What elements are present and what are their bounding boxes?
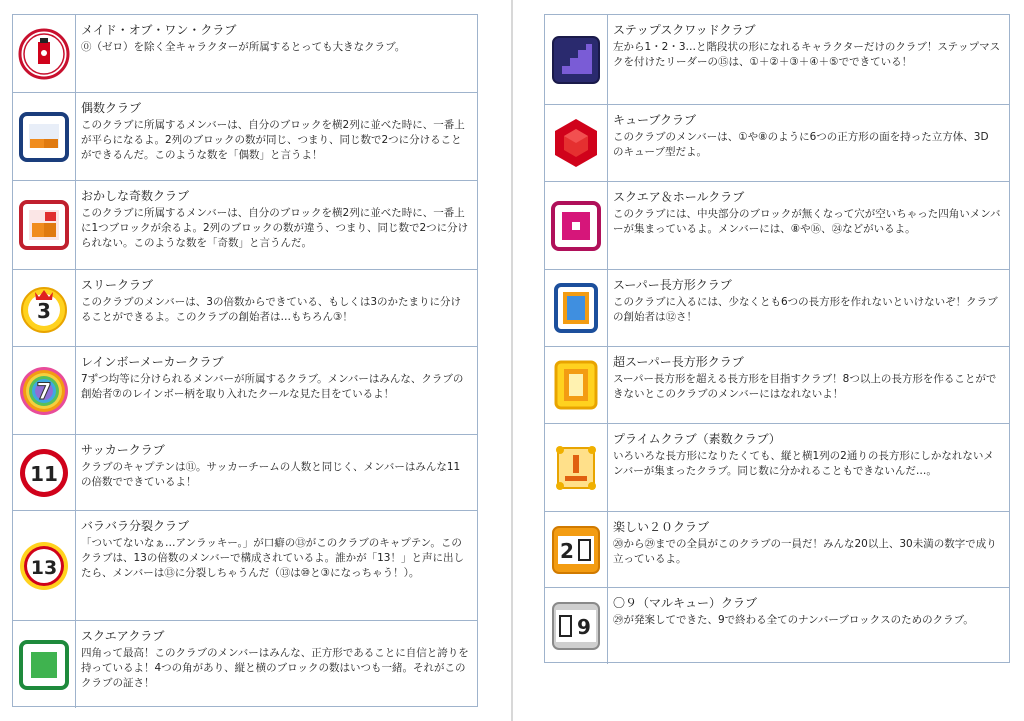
club-title: サッカークラブ	[81, 443, 165, 457]
icon-cell	[13, 347, 76, 434]
club-description: このクラブに入るには、少なくとも6つの長方形を作れないといけないぞ！クラブの創始者は⑫さ！	[613, 296, 998, 323]
nine-label: 9	[577, 615, 591, 639]
icon-cell	[545, 512, 608, 587]
icon-cell	[13, 511, 76, 620]
rainbow-seven-icon	[18, 365, 70, 417]
club-row	[545, 181, 1009, 269]
club-row	[13, 434, 477, 510]
club-title: メイド・オブ・ワン・クラブ	[81, 23, 237, 37]
club-description: 「ついてないなぁ…アンラッキー。」が口癖の⑬がこのクラブのキャプテン。このクラブは、13の倍数のメンバーで構成されているよ。誰かが「13！」と声に出したら、メンバーは⑬に分裂しちゃうんだ（⑬は⑩と③になっちゃう！）。	[81, 537, 464, 579]
club-description: 7ずつ均等に分けられるメンバーが所属するクラブ。メンバーはみんな、クラブの創始者⑦のレインボー柄を取り入れたクールな見た目をているよ！	[81, 373, 464, 400]
icon-cell	[13, 621, 76, 708]
staircase-icon	[550, 34, 602, 86]
square-hole-icon	[550, 200, 602, 252]
red-cube-icon	[550, 117, 602, 169]
club-title: 楽しい２０クラブ	[613, 520, 710, 534]
club-title: スリークラブ	[81, 278, 154, 292]
club-row	[13, 92, 477, 180]
club-description: ⑳から㉙までの全員がこのクラブの一員だ！みんな20以上、30未満の数字で成り立っているよ。	[613, 538, 997, 565]
club-title: プライムクラブ（素数クラブ）	[613, 432, 781, 446]
soccer-eleven-icon	[18, 447, 70, 499]
icon-cell	[13, 435, 76, 510]
left-club-table	[12, 14, 478, 707]
icon-cell	[13, 15, 76, 92]
club-description: このクラブのメンバーは、3の倍数からできている、もしくは3のかたまりに分けることができるよ。このクラブの創始者は…もちろん③！	[81, 296, 462, 323]
club-description: このクラブに所属するメンバーは、自分のブロックを横2列に並べた時に、一番上が平らになるよ。2列のブロックの数が同じ、つまり、同じ数で2つに分けることができるんだ。このような数を「偶数」と言うよ！	[81, 119, 465, 161]
super-rectangle-icon	[550, 282, 602, 334]
three-crown-icon	[18, 282, 70, 334]
club-title: バラバラ分裂クラブ	[81, 519, 190, 533]
twenty-icon	[550, 524, 602, 576]
even-blocks-icon	[18, 111, 70, 163]
green-square-icon	[18, 639, 70, 691]
club-row	[545, 511, 1009, 587]
ultra-rectangle-icon	[550, 359, 602, 411]
club-row	[13, 15, 477, 92]
nine-ending-icon	[550, 600, 602, 652]
club-title: レインボーメーカークラブ	[81, 355, 224, 369]
club-row	[13, 346, 477, 434]
icon-cell	[545, 105, 608, 181]
icon-cell	[545, 347, 608, 423]
club-row	[545, 587, 1009, 664]
club-description: このクラブのメンバーは、①や⑧のように6つの正方形の面を持った立方体、3D のキューブ型だよ。	[613, 131, 989, 158]
club-row	[545, 423, 1009, 511]
icon-cell	[13, 270, 76, 346]
club-row	[13, 620, 477, 708]
club-description: クラブのキャプテンは⑪。サッカーチームの人数と同じく、メンバーはみんな11の倍数でできているよ！	[81, 461, 461, 488]
odd-blocks-icon	[18, 199, 70, 251]
icon-cell	[545, 424, 608, 511]
club-description: このクラブには、中央部分のブロックが無くなって穴が空いちゃった四角いメンバーが集まっているよ。メンバーには、⑧や⑯、㉔などがいるよ。	[613, 208, 1001, 235]
twenty-label: 2	[560, 538, 574, 563]
icon-cell	[545, 588, 608, 664]
club-row	[13, 510, 477, 620]
club-title: キューブクラブ	[613, 113, 697, 127]
prime-scroll-icon	[550, 442, 602, 494]
club-row	[13, 269, 477, 346]
club-description: ⓪（ゼロ）を除く全キャラクターが所属するとっても大きなクラブ。	[81, 41, 406, 53]
club-description: いろいろな長方形になりたくても、縦と横1列の2通りの長方形にしかなれないメンバーが集まったクラブ。同じ数に分かれることもできないんだ…。	[613, 450, 994, 477]
club-title: スーパー長方形クラブ	[613, 278, 732, 292]
club-description: ㉙が発案してできた、9で終わる全てのナンバーブロックスのためのクラブ。	[613, 614, 974, 626]
club-row	[545, 15, 1009, 104]
icon-cell	[13, 93, 76, 180]
club-row	[545, 269, 1009, 346]
right-club-table	[544, 14, 1010, 663]
club-title: スクエアクラブ	[81, 629, 165, 643]
club-description: スーパー長方形を超える長方形を目指すクラブ！8つ以上の長方形を作ることができないとこのクラブのメンバーにはなれないよ！	[613, 373, 997, 400]
club-title: おかしな奇数クラブ	[81, 189, 190, 203]
page-divider	[511, 0, 513, 721]
icon-cell	[545, 182, 608, 269]
icon-cell	[545, 270, 608, 346]
icon-cell	[545, 15, 608, 104]
club-description: このクラブに所属するメンバーは、自分のブロックを横2列に並べた時に、一番上に1つブロックが余るよ。2列のブロックの数が違う、つまり、同じ数で2つに分けられない。このような数を「奇数」と言うんだ。	[81, 207, 469, 249]
icon-cell	[13, 181, 76, 269]
club-description: 左から1・2・3…と階段状の形になれるキャラクターだけのクラブ！ステップマスクを付けたリーダーの⑮は、①＋②＋③＋④＋⑤でできている！	[613, 41, 1001, 68]
thirteen-label: 13	[30, 556, 58, 579]
club-title: 〇９（マルキュー）クラブ	[613, 596, 758, 610]
three-label: 3	[37, 299, 51, 323]
seven-label: 7	[36, 379, 52, 405]
club-description: 四角って最高！このクラブのメンバーはみんな、正方形であることに自信と誇りを持っているよ！4つの角があり、縦と横のブロックの数はいつも一緒。それがこのクラブの証さ！	[81, 647, 469, 689]
club-row	[13, 180, 477, 269]
club-title: 偶数クラブ	[81, 101, 142, 115]
club-row	[545, 104, 1009, 181]
club-title: スクエア＆ホールクラブ	[613, 190, 745, 204]
eleven-label: 11	[30, 461, 58, 486]
club-row	[545, 346, 1009, 423]
one-block-icon	[18, 28, 70, 80]
club-title: ステップスクワッドクラブ	[613, 23, 756, 37]
club-title: 超スーパー長方形クラブ	[613, 355, 744, 369]
thirteen-icon	[18, 540, 70, 592]
